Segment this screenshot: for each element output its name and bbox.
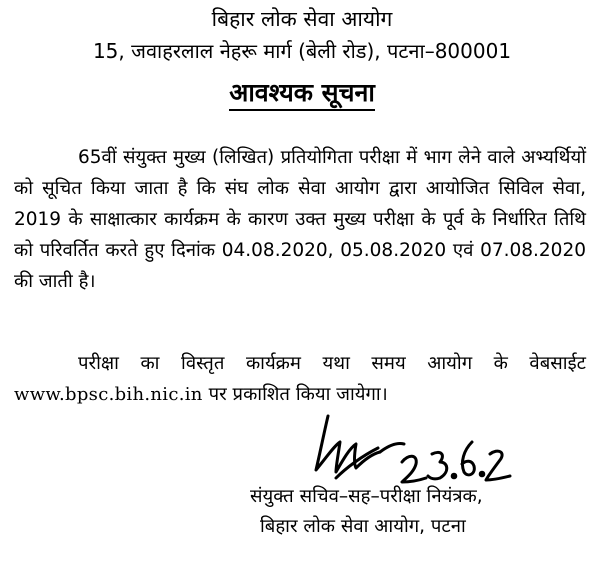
signatory-block <box>250 482 590 542</box>
notice-subject <box>0 76 604 110</box>
paragraph-2-text-start: परीक्षा का विस्तृत कार्यक्रम यथा समय आयोग के वेबसाईट <box>78 353 586 374</box>
paragraph-2-text-end: पर प्रकाशित किया जायेगा। <box>202 384 388 405</box>
signatory-designation: संयुक्त सचिव–सह–परीक्षा नियंत्रक, <box>250 486 483 507</box>
organization-name: बिहार लोक सेवा आयोग <box>211 7 393 31</box>
website-link[interactable]: www.bpsc.bih.nic.in <box>14 384 203 405</box>
signatory-office: बिहार लोक सेवा आयोग, पटना <box>260 516 466 537</box>
notice-subject-text: आवश्यक सूचना <box>229 78 375 111</box>
notice-paragraph-1: 65वीं संयुक्त मुख्य (लिखित) प्रतियोगिता परीक्षा में भाग लेने वाले अभ्यर्थियों को सूचित किया जाता है कि संघ लोक सेवा आयोग द्वारा आयोजित सिविल सेवा, 2019 के साक्षात्कार कार्यक्रम के कारण उक्त मुख्य परीक्षा के पूर्व के निर्धारित तिथि को परिवर्तित करते हुए दिनांक 04.08.2020, 05.08.2020 एवं 07.08.2020 की जाती है। <box>14 147 586 292</box>
organization-address: 15, जवाहरलाल नेहरू मार्ग (बेली रोड), पटना–800001 <box>92 39 512 63</box>
